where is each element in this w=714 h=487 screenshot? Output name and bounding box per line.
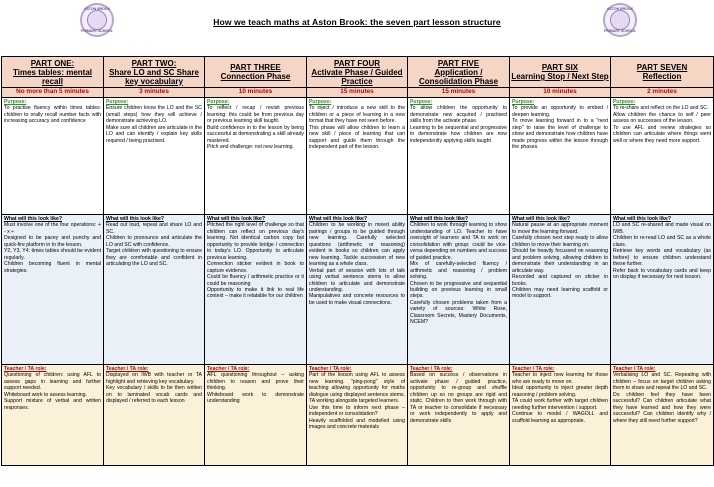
teacher-ta-label: Teacher / TA role:	[4, 366, 47, 372]
purpose-cell	[611, 98, 714, 215]
part-header-cell: PART FIVE Application / Consolidation Phase	[408, 57, 510, 88]
look-like-label: What will this look like?	[309, 216, 367, 222]
look-like-text: Natural pause at an appropriate moment to move the learning forward. Carefully chosen next step ready to allow children to move their learning on. Should be heavily focussed on reasoning and problem solving, allowing children to demonstrate their understanding in an articulate way. Recorded and captured on sticker in books. Children may need learning scaffold or model to support.	[512, 222, 608, 300]
look-like-text: Children to work through learning to show understanding of LO. Teacher to have oversight of learners and TA to work on consolidation with group: could be vice-versa depending on numbers and success of guided practice. Mix of carefully-selected fluency / arithmetic and reasoning / problem solving. Chosen to be progressive and sequential building on previous learning in small steps. Carefully chosen problems taken from a variety of sources: White Rose, Classroom Secrets, Mastery Documents, NCEM?	[410, 222, 507, 326]
logo-bottom-text: PRIMARY SCHOOL	[604, 29, 636, 33]
purpose-label: Purpose:	[309, 99, 332, 105]
purpose-label: Purpose:	[207, 99, 230, 105]
purpose-label: Purpose:	[613, 99, 636, 105]
purpose-row	[2, 98, 714, 215]
teacher-ta-cell	[510, 365, 611, 466]
purpose-label: Purpose:	[410, 99, 433, 105]
logo-top-text: ASTON BROOK	[606, 7, 634, 11]
lesson-structure-table	[1, 56, 714, 466]
part-header-row	[2, 57, 714, 88]
look-like-text: Pitched the right level of challenge so that children can reflect on previous day's learning. Not identical carbon copy but opportunity to provide bridge / connection to today's LO. Opportunity to articulate previous learning. Connection sticker evident in book to capture evidence. Could be fluency / arithmetic practice or it could be reasoning Opportunity to make it link to real life context – make it relatable for our children	[207, 222, 304, 300]
part-header-cell: PART THREE Connection Phase	[205, 57, 307, 88]
purpose-text: Ensure children know the LO and the SC (small steps) how they will achieve / demonstrate achieving LO. Make sure all children are articulate in the LO and can identify / explain key skills required / being practised.	[106, 105, 202, 144]
teacher-ta-label: Teacher / TA role:	[106, 366, 149, 372]
look-like-cell	[510, 215, 611, 365]
duration-row	[2, 88, 714, 98]
look-like-text: Read out loud, repeat and share LO and SC. Children to pronounce and articulate the LO and SC with confidence. Target children with questioning to ensure they are comfortable and confident in articulating the LO and SC.	[106, 222, 202, 268]
purpose-cell	[2, 98, 104, 215]
purpose-cell	[307, 98, 408, 215]
part-header-cell: PART FOUR Activate Phase / Guided Practice	[307, 57, 408, 88]
purpose-text: To provide an opportunity to embed / deepen learning. To move learning forward in to a "next step" to raise the level of challenge to show and demonstrate how children have made progress within the lesson through the phases.	[512, 105, 608, 151]
look-like-text: LO and SC re-shared and made visual on IWB. Children to re-read LO and SC as a whole class. Retrieve key words and vocabulary (as before) to ensure children understand these further. Refer back to vocabulary cards and keep on display if necessary for next lesson.	[613, 222, 711, 281]
look-like-cell	[2, 215, 104, 365]
teacher-ta-row	[2, 365, 714, 466]
logo-top-text: ASTON BROOK	[83, 7, 111, 11]
look-like-text: Must involve one of the four operations: + - x ÷ Designed to be pacey and punchy and quick-fire platform in to the lesson. Y2, Y3, Y4: times tables should be evident regularly. Children becoming fluent in mental strategies.	[4, 222, 101, 274]
purpose-label: Purpose:	[512, 99, 535, 105]
part-header-cell: PART SEVEN Reflection	[611, 57, 714, 88]
teacher-ta-cell	[611, 365, 714, 466]
look-like-label: What will this look like?	[613, 216, 671, 222]
teacher-ta-text: Questioning of children: using AFL to assess gaps in learning and further support needed. Whiteboard work to assess learning. Support mixture of verbal and written responses.	[4, 372, 101, 411]
look-like-cell	[104, 215, 205, 365]
teacher-ta-label: Teacher / TA role:	[613, 366, 656, 372]
teacher-ta-cell	[408, 365, 510, 466]
look-like-label: What will this look like?	[4, 216, 62, 222]
duration-cell: 15 minutes	[307, 88, 408, 98]
part-header-cell: PART ONE: Times tables: mental recall	[2, 57, 104, 88]
duration-cell: No more than 5 minutes	[2, 88, 104, 98]
purpose-text: To allow children the opportunity to demonstrate new acquired / practised skills from the activate phase. Learning to be sequential and progressive to demonstrate how children are now independently applying skills taught	[410, 105, 507, 144]
logo-bottom-text: PRIMARY SCHOOL	[81, 29, 113, 33]
purpose-cell	[104, 98, 205, 215]
look-like-cell	[307, 215, 408, 365]
duration-cell: 2 minutes	[611, 88, 714, 98]
teacher-ta-text: Verbalising LO and SC. Repeating with children – focus on target children asking them to share and repeat the LO and SC. Do children feel they have been successful? Can children articulate what they have learned and how they were successful? Can children identify why / where they still need further support?	[613, 372, 711, 424]
look-like-text: Children to be working in mixed ability pairings / groups to be guided through new learning. Carefully selected questions (arithmetic or reasoning) evident in books so children can apply new learning. Tackle succession of new learning as a whole class. Verbal part of session with lots of talk using verbal sentence stems to allow children to articulate and demonstrate understanding. Manipulatives and concrete resources to be used to make visual connections.	[309, 222, 405, 306]
teacher-ta-text: AFL questioning throughout – asking children to reason and prove their thinking. Whiteboard work to demonstrate understanding	[207, 372, 304, 405]
teacher-ta-label: Teacher / TA role:	[410, 366, 453, 372]
look-like-label: What will this look like?	[512, 216, 570, 222]
duration-cell: 3 minutes	[104, 88, 205, 98]
teacher-ta-label: Teacher / TA role:	[207, 366, 250, 372]
purpose-text: To re-share and reflect on the LO and SC. Allow children the chance to self / peer assess on successes of the lesson. To use AFL and review strategies so children can articulate where things went well or where they need more support.	[613, 105, 711, 144]
teacher-ta-text: Part of the lesson using AFL to assess new learning. "ping-pong" style of teaching allowing opportunity for maths dialogue using displayed sentence stems. TA working alongside targeted learners. Use this time to inform next phase – independent or consolidation? Heavily scaffolded and modelled using images and concrete materials	[309, 372, 405, 431]
teacher-ta-label: Teacher / TA role:	[309, 366, 352, 372]
look-like-cell	[205, 215, 307, 365]
teacher-ta-text: Teacher to inject new learning for those who are ready to move on. Ideal opportunity to inject greater depth reasoning / problem solving. TA could work further with target children needing further intervention / support. Continue to model / WAGOLL and scaffold learning as appropriate.	[512, 372, 608, 424]
teacher-ta-cell	[2, 365, 104, 466]
teacher-ta-cell	[104, 365, 205, 466]
part-header-cell: PART TWO: Share LO and SC Share key vocabulary	[104, 57, 205, 88]
look-like-label: What will this look like?	[410, 216, 468, 222]
purpose-label: Purpose:	[106, 99, 129, 105]
duration-cell: 15 minutes	[408, 88, 510, 98]
part-header-cell: PART SIX Learning Stop / Next Step	[510, 57, 611, 88]
purpose-cell	[408, 98, 510, 215]
purpose-label: Purpose:	[4, 99, 27, 105]
teacher-ta-text: Based on success / observations in activate phase / guided practice, opportunity to re-group and shuffle children up so no groups are rigid and static. Children to then work through with TA or teacher to consolidate if necessary or work independently to apply and demonstrate skills	[410, 372, 507, 424]
teacher-ta-text: Displayed on IWB with teacher or TA highlight and retrieving key vocabulary. Key vocabulary / skills to be then written on to laminated vocab cards and displayed / referred to each lesson	[106, 372, 202, 405]
duration-cell: 10 minutes	[510, 88, 611, 98]
teacher-ta-cell	[205, 365, 307, 466]
purpose-cell	[205, 98, 307, 215]
duration-cell: 10 minutes	[205, 88, 307, 98]
teacher-ta-label: Teacher / TA role:	[512, 366, 555, 372]
look-like-cell	[408, 215, 510, 365]
look-like-label: What will this look like?	[106, 216, 164, 222]
purpose-text: To reflect / recap / revisit previous learning: this could be from previous day or previous learning skill taught. Build confidence in to the lesson by being successful at demonstrating a skill already mastered. Pitch and challenge: not new learning.	[207, 105, 304, 151]
look-like-cell	[611, 215, 714, 365]
look-like-label: What will this look like?	[207, 216, 265, 222]
purpose-text: To practise fluency within times tables: children to orally recall number facts with increasing accuracy and confidence	[4, 105, 101, 125]
page-title: How we teach maths at Aston Brook: the seven part lesson structure	[213, 17, 501, 27]
purpose-cell	[510, 98, 611, 215]
purpose-text: To inject / introduce a new skill to the children or a piece of learning in a new format that they have not seen before. This phase will allow children to learn a new skill / piece of learning that can support and guide them through the independent part of the lesson.	[309, 105, 405, 151]
look-like-row	[2, 215, 714, 365]
teacher-ta-cell	[307, 365, 408, 466]
